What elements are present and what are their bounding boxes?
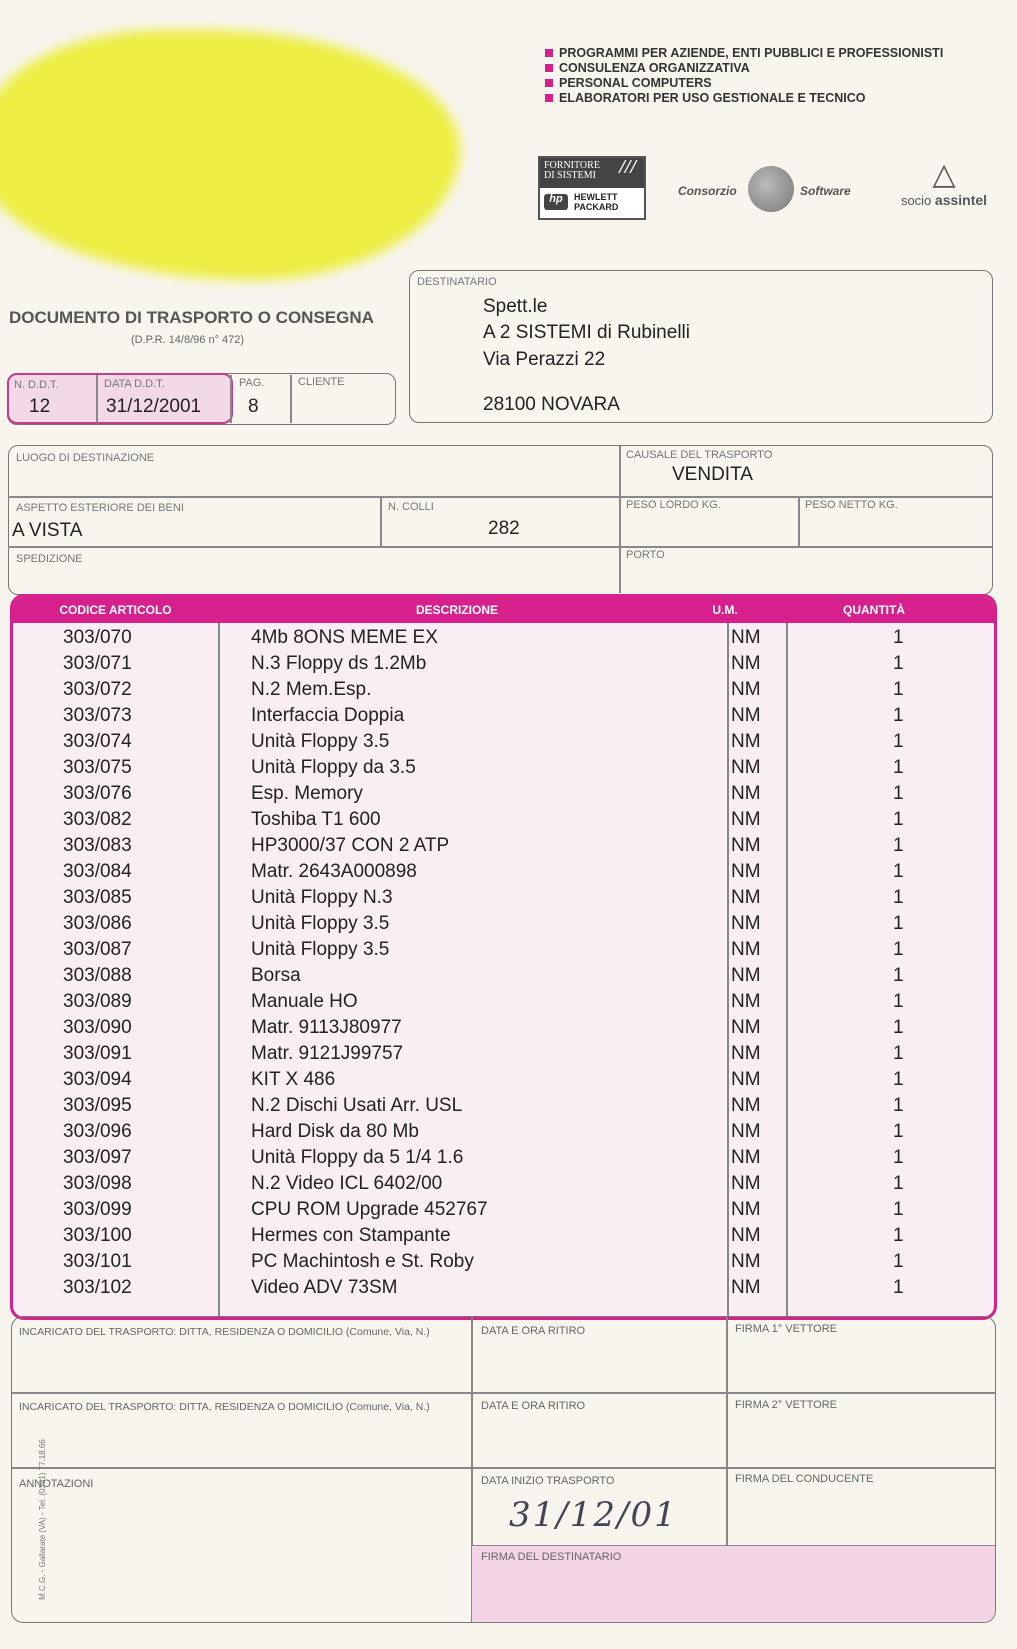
table-row [13,1225,994,1251]
item-unit: NM [731,627,761,648]
item-description: Video ADV 73SM [251,1277,398,1298]
item-unit: NM [731,965,761,986]
page-label: PAG. [239,377,265,389]
pickup1-label: DATA E ORA RITIRO [481,1325,586,1337]
divider [726,1317,728,1545]
service-item: PROGRAMMI PER AZIENDE, ENTI PUBBLICI E PROFESSIONISTI [545,46,943,61]
item-description: Esp. Memory [251,783,363,804]
hp-icon: hp [544,194,568,210]
item-quantity: 1 [893,679,904,700]
sign2-label: FIRMA 2° VETTORE [735,1399,837,1411]
shipping-label: SPEDIZIONE [16,553,83,565]
item-description: Unità Floppy N.3 [251,887,393,908]
divider [798,497,800,547]
item-quantity: 1 [893,1277,904,1298]
consorzio-text: Consorzio [678,184,737,198]
item-description: 4Mb 8ONS MEME EX [251,627,438,648]
item-code: 303/087 [63,939,132,960]
item-unit: NM [731,653,761,674]
item-code: 303/072 [63,679,132,700]
item-code: 303/085 [63,887,132,908]
item-description: Unità Floppy da 3.5 [251,757,416,778]
item-quantity: 1 [893,653,904,674]
table-row [13,1277,994,1303]
table-row [13,1121,994,1147]
divider [8,546,992,548]
table-row [13,1173,994,1199]
assintel-name: assintel [934,192,988,208]
item-unit: NM [731,679,761,700]
table-row [13,653,994,679]
start-date-label: DATA INIZIO TRASPORTO [481,1475,615,1487]
header-um: U.M. [712,603,738,617]
item-description: Manuale HO [251,991,358,1012]
item-quantity: 1 [893,1121,904,1142]
destination-label: LUOGO DI DESTINAZIONE [16,452,155,464]
item-code: 303/099 [63,1199,132,1220]
document-title: DOCUMENTO DI TRASPORTO O CONSEGNA [9,308,374,327]
gross-weight-label: PESO LORDO KG. [626,499,721,511]
item-quantity: 1 [893,1017,904,1038]
divider [12,1467,995,1469]
table-row [13,783,994,809]
item-unit: NM [731,1069,761,1090]
item-unit: NM [731,757,761,778]
item-description: Unità Floppy da 5 1/4 1.6 [251,1147,464,1168]
recipient-name: A 2 SISTEMI di Rubinelli [483,322,690,343]
item-description: N.2 Dischi Usati Arr. USL [251,1095,463,1116]
item-description: Unità Floppy 3.5 [251,913,390,934]
page-number: 8 [248,396,259,417]
item-quantity: 1 [893,835,904,856]
ddt-number: 12 [29,396,51,417]
divider [230,375,232,423]
table-row [13,809,994,835]
packages-label: N. COLLI [388,501,434,513]
hp-supplier-logo [538,156,646,220]
item-code: 303/098 [63,1173,132,1194]
signature-section [11,1316,996,1623]
logo-hp-line2: DI SISTEMI [544,170,596,181]
item-unit: NM [731,991,761,1012]
item-quantity: 1 [893,1199,904,1220]
transport-reason: VENDITA [672,464,753,485]
item-unit: NM [731,1147,761,1168]
item-code: 303/076 [63,783,132,804]
goods-appearance: A VISTA [12,520,83,541]
item-unit: NM [731,1277,761,1298]
item-description: HP3000/37 CON 2 ATP [251,835,450,856]
table-row [13,939,994,965]
item-quantity: 1 [893,965,904,986]
divider [380,497,382,547]
item-code: 303/084 [63,861,132,882]
recipient-sign-label: FIRMA DEL DESTINATARIO [481,1551,622,1563]
item-description: Matr. 2643A000898 [251,861,417,882]
item-quantity: 1 [893,913,904,934]
assintel-logo [888,158,1000,208]
item-quantity: 1 [893,1069,904,1090]
item-unit: NM [731,705,761,726]
service-item: CONSULENZA ORGANIZZATIVA [545,61,943,76]
table-row [13,861,994,887]
header-quantity: QUANTITÀ [843,603,905,617]
item-code: 303/088 [63,965,132,986]
item-unit: NM [731,939,761,960]
table-row [13,1251,994,1277]
consorzio-software-logo [678,164,858,216]
item-unit: NM [731,1095,761,1116]
table-row [13,1017,994,1043]
header-description: DESCRIZIONE [415,603,498,617]
item-unit: NM [731,1173,761,1194]
item-unit: NM [731,861,761,882]
divider [290,375,292,423]
item-code: 303/102 [63,1277,132,1298]
divider [619,446,621,593]
item-code: 303/096 [63,1121,132,1142]
items-table [10,594,997,1320]
item-unit: NM [731,1251,761,1272]
recipient-line1: Spett.le [483,296,548,317]
stripes-icon: /// [619,156,636,178]
service-item: ELABORATORI PER USO GESTIONALE E TECNICO [545,91,943,106]
item-description: Borsa [251,965,301,986]
item-code: 303/070 [63,627,132,648]
item-quantity: 1 [893,627,904,648]
item-description: Hermes con Stampante [251,1225,451,1246]
table-row [13,887,994,913]
recipient-city: 28100 NOVARA [483,394,620,415]
item-quantity: 1 [893,1251,904,1272]
item-quantity: 1 [893,757,904,778]
item-description: PC Machintosh e St. Roby [251,1251,474,1272]
ddt-number-label: N. D.D.T. [14,379,59,391]
pickup2-label: DATA E ORA RITIRO [481,1400,586,1412]
item-description: Matr. 9121J99757 [251,1043,404,1064]
item-quantity: 1 [893,1095,904,1116]
logo-hp-brand1: HEWLETT [574,192,618,202]
item-quantity: 1 [893,1043,904,1064]
service-item: PERSONAL COMPUTERS [545,76,943,91]
table-row [13,965,994,991]
item-quantity: 1 [893,939,904,960]
item-unit: NM [731,1121,761,1142]
logo-hp-brand2: PACKARD [574,202,619,212]
item-quantity: 1 [893,861,904,882]
yellow-highlight-redaction [0,30,460,280]
item-code: 303/089 [63,991,132,1012]
table-row [13,757,994,783]
item-description: Unità Floppy 3.5 [251,939,390,960]
item-code: 303/100 [63,1225,132,1246]
item-description: Unità Floppy 3.5 [251,731,390,752]
item-code: 303/095 [63,1095,132,1116]
item-code: 303/082 [63,809,132,830]
item-unit: NM [731,731,761,752]
table-row [13,1069,994,1095]
item-code: 303/083 [63,835,132,856]
item-code: 303/074 [63,731,132,752]
item-description: CPU ROM Upgrade 452767 [251,1199,488,1220]
item-quantity: 1 [893,1173,904,1194]
table-row [13,1199,994,1225]
divider [12,1392,995,1394]
table-row [13,705,994,731]
item-description: KIT X 486 [251,1069,336,1090]
item-unit: NM [731,1199,761,1220]
item-code: 303/094 [63,1069,132,1090]
table-row [13,1147,994,1173]
table-row [13,679,994,705]
item-unit: NM [731,783,761,804]
item-code: 303/097 [63,1147,132,1168]
table-row [13,991,994,1017]
item-quantity: 1 [893,1147,904,1168]
item-code: 303/101 [63,1251,132,1272]
start-date-handwritten: 31/12/01 [509,1495,678,1535]
recipient-label: DESTINATARIO [417,276,497,288]
driver-sign-label: FIRMA DEL CONDUCENTE [735,1473,874,1485]
header-code: CODICE ARTICOLO [59,603,172,617]
item-unit: NM [731,1017,761,1038]
item-unit: NM [731,913,761,934]
item-code: 303/075 [63,757,132,778]
item-unit: NM [731,1043,761,1064]
document-subtitle: (D.P.R. 14/8/96 n° 472) [131,334,245,346]
item-code: 303/090 [63,1017,132,1038]
divider [96,375,98,423]
packages-count: 282 [488,518,520,539]
item-description: Matr. 9113J80977 [251,1017,402,1038]
table-row [13,731,994,757]
ddt-date: 31/12/2001 [106,396,202,417]
item-description: Toshiba T1 600 [251,809,381,830]
carrier2-label: INCARICATO DEL TRASPORTO: DITTA, RESIDENZA O DOMICILIO (Comune, Via, N.) [19,1401,430,1413]
logo-hp-line1: FORNITORE [544,160,600,171]
item-quantity: 1 [893,731,904,752]
item-quantity: 1 [893,809,904,830]
reason-label: CAUSALE DEL TRASPORTO [626,449,773,461]
item-description: N.2 Video ICL 6402/00 [251,1173,443,1194]
item-unit: NM [731,887,761,908]
assintel-prefix: socio [900,193,932,208]
item-unit: NM [731,809,761,830]
client-label: CLIENTE [298,376,345,388]
item-unit: NM [731,835,761,856]
table-row [13,835,994,861]
table-header [13,597,994,623]
item-code: 303/071 [63,653,132,674]
item-unit: NM [731,1225,761,1246]
item-description: N.2 Mem.Esp. [251,679,372,700]
item-code: 303/073 [63,705,132,726]
port-label: PORTO [626,549,665,561]
table-row [13,913,994,939]
recipient-street: Via Perazzi 22 [483,349,606,370]
table-row [13,1043,994,1069]
services-list [545,46,943,106]
item-quantity: 1 [893,991,904,1012]
item-code: 303/086 [63,913,132,934]
notes-label: ANNOTAZIONI [19,1478,94,1490]
divider [8,496,992,498]
item-description: Hard Disk da 80 Mb [251,1121,419,1142]
appearance-label: ASPETTO ESTERIORE DEI BENI [16,502,184,514]
item-quantity: 1 [893,1225,904,1246]
table-row [13,1095,994,1121]
software-text: Software [800,184,851,198]
item-quantity: 1 [893,887,904,908]
printer-note: M.C.G. - Gallarate (VA) - Tel. (0331) 77.18.66 [37,1439,47,1600]
ddt-date-label: DATA D.D.T. [104,378,165,390]
carrier1-label: INCARICATO DEL TRASPORTO: DITTA, RESIDENZA O DOMICILIO (Comune, Via, N.) [19,1326,430,1338]
table-row [13,627,994,653]
item-code: 303/091 [63,1043,132,1064]
item-description: N.3 Floppy ds 1.2Mb [251,653,427,674]
wax-seal-icon [748,166,794,212]
item-quantity: 1 [893,783,904,804]
net-weight-label: PESO NETTO KG. [805,499,898,511]
sign1-label: FIRMA 1° VETTORE [735,1323,837,1335]
item-quantity: 1 [893,705,904,726]
assintel-triangle-icon: △ [932,158,956,191]
item-description: Interfaccia Doppia [251,705,405,726]
